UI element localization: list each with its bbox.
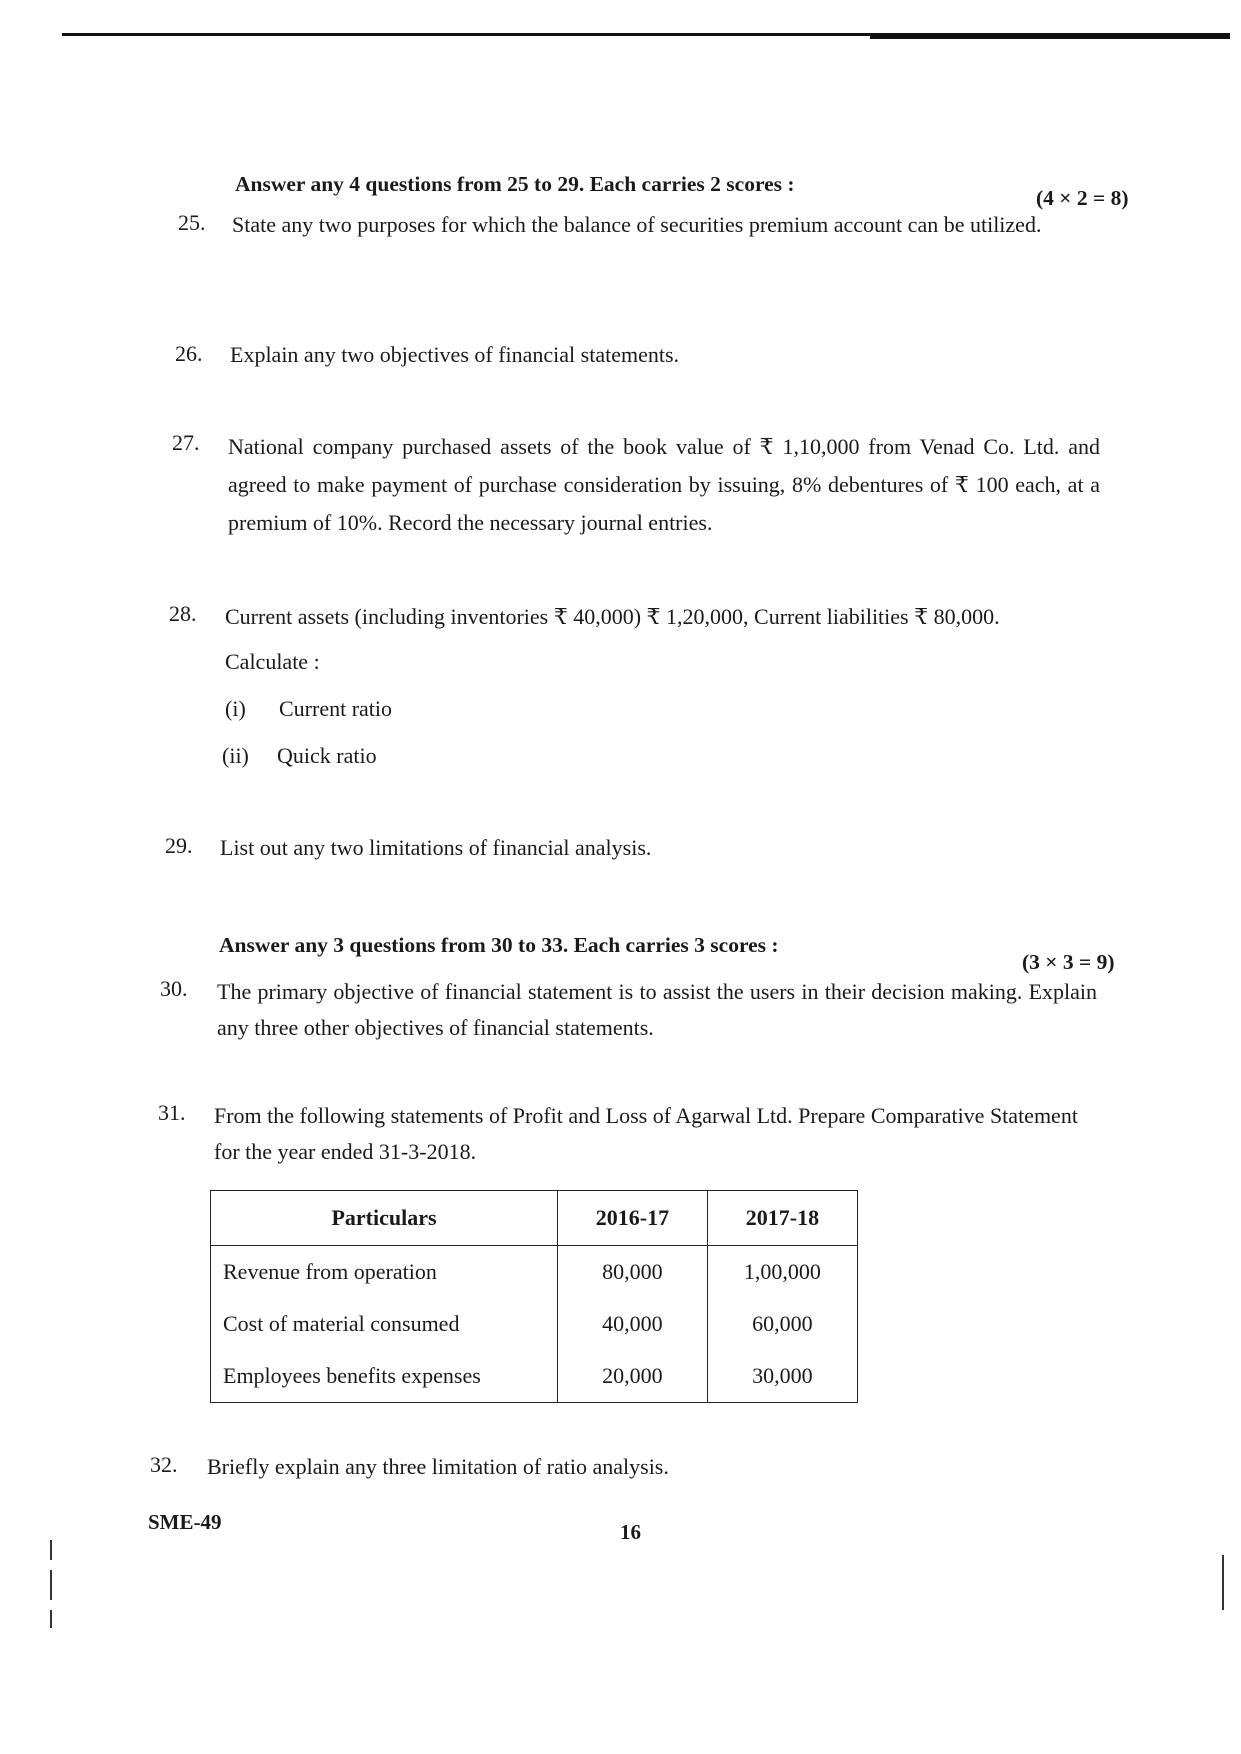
row-value-2016-17: 40,000 (558, 1298, 708, 1350)
scan-mark (50, 1610, 52, 1628)
q28-item-ii-text: Quick ratio (277, 743, 377, 768)
section-a-instruction: Answer any 4 questions from 25 to 29. Each carries 2 scores : (235, 172, 795, 196)
row-particular: Employees benefits expenses (211, 1350, 558, 1403)
q29-text: List out any two limitations of financial analysis. (220, 835, 652, 860)
table-row (211, 1350, 858, 1403)
scan-mark (50, 1540, 52, 1560)
table-header-row (211, 1191, 858, 1246)
q29-number: 29. (165, 833, 193, 858)
paper-code: SME-49 (148, 1510, 222, 1534)
top-rule-thick (870, 34, 1230, 39)
section-b-score: (3 × 3 = 9) (1022, 950, 1115, 974)
row-value-2017-18: 1,00,000 (707, 1246, 857, 1299)
q28-item-i-label: (i) (225, 696, 246, 721)
row-value-2016-17: 20,000 (558, 1350, 708, 1403)
q28-text: Current assets (including inventories ₹ 40,000) ₹ 1,20,000, Current liabilities ₹ 80,000. (225, 604, 1000, 629)
q32-text: Briefly explain any three limitation of ratio analysis. (207, 1454, 669, 1479)
q27-text: National company purchased assets of the book value of ₹ 1,10,000 from Venad Co. Ltd. and agreed to make payment of purchase consideration by issuing, 8% debentures of ₹ 100 each, at a premium of 10%. Record the necessary journal entries. (228, 434, 1100, 535)
q26-text: Explain any two objectives of financial statements. (230, 342, 680, 367)
q26-number: 26. (175, 341, 203, 366)
q28-number: 28. (169, 601, 197, 626)
q31-text: From the following statements of Profit and Loss of Agarwal Ltd. Prepare Comparative Statement for the year ended 31-3-2018. (214, 1103, 1078, 1164)
header-2017-18: 2017-18 (707, 1191, 857, 1246)
row-value-2017-18: 60,000 (707, 1298, 857, 1350)
q32-number: 32. (150, 1452, 178, 1477)
table-row (211, 1246, 858, 1299)
section-a-score: (4 × 2 = 8) (1036, 186, 1129, 210)
scan-mark (50, 1570, 52, 1600)
q25-text: State any two purposes for which the balance of securities premium account can be utilized. (232, 212, 1042, 237)
header-2016-17: 2016-17 (558, 1191, 708, 1246)
row-particular: Cost of material consumed (211, 1298, 558, 1350)
q28-item-ii-label: (ii) (222, 743, 249, 768)
row-value-2016-17: 80,000 (558, 1246, 708, 1299)
q27-number: 27. (172, 430, 200, 455)
q30-text: The primary objective of financial statement is to assist the users in their decision making. Explain any three other objectives of financial statements. (217, 979, 1097, 1040)
row-value-2017-18: 30,000 (707, 1350, 857, 1403)
q31-number: 31. (158, 1100, 186, 1125)
header-particulars: Particulars (211, 1191, 558, 1246)
table-row (211, 1298, 858, 1350)
scan-mark (1222, 1555, 1224, 1610)
section-b-instruction: Answer any 3 questions from 30 to 33. Each carries 3 scores : (219, 933, 779, 957)
q30-number: 30. (160, 976, 188, 1001)
page-number: 16 (620, 1520, 641, 1544)
q28-item-i-text: Current ratio (279, 696, 393, 721)
q25-number: 25. (178, 210, 206, 235)
row-particular: Revenue from operation (211, 1246, 558, 1299)
q28-calculate: Calculate : (225, 649, 320, 674)
comparative-table (210, 1190, 858, 1403)
